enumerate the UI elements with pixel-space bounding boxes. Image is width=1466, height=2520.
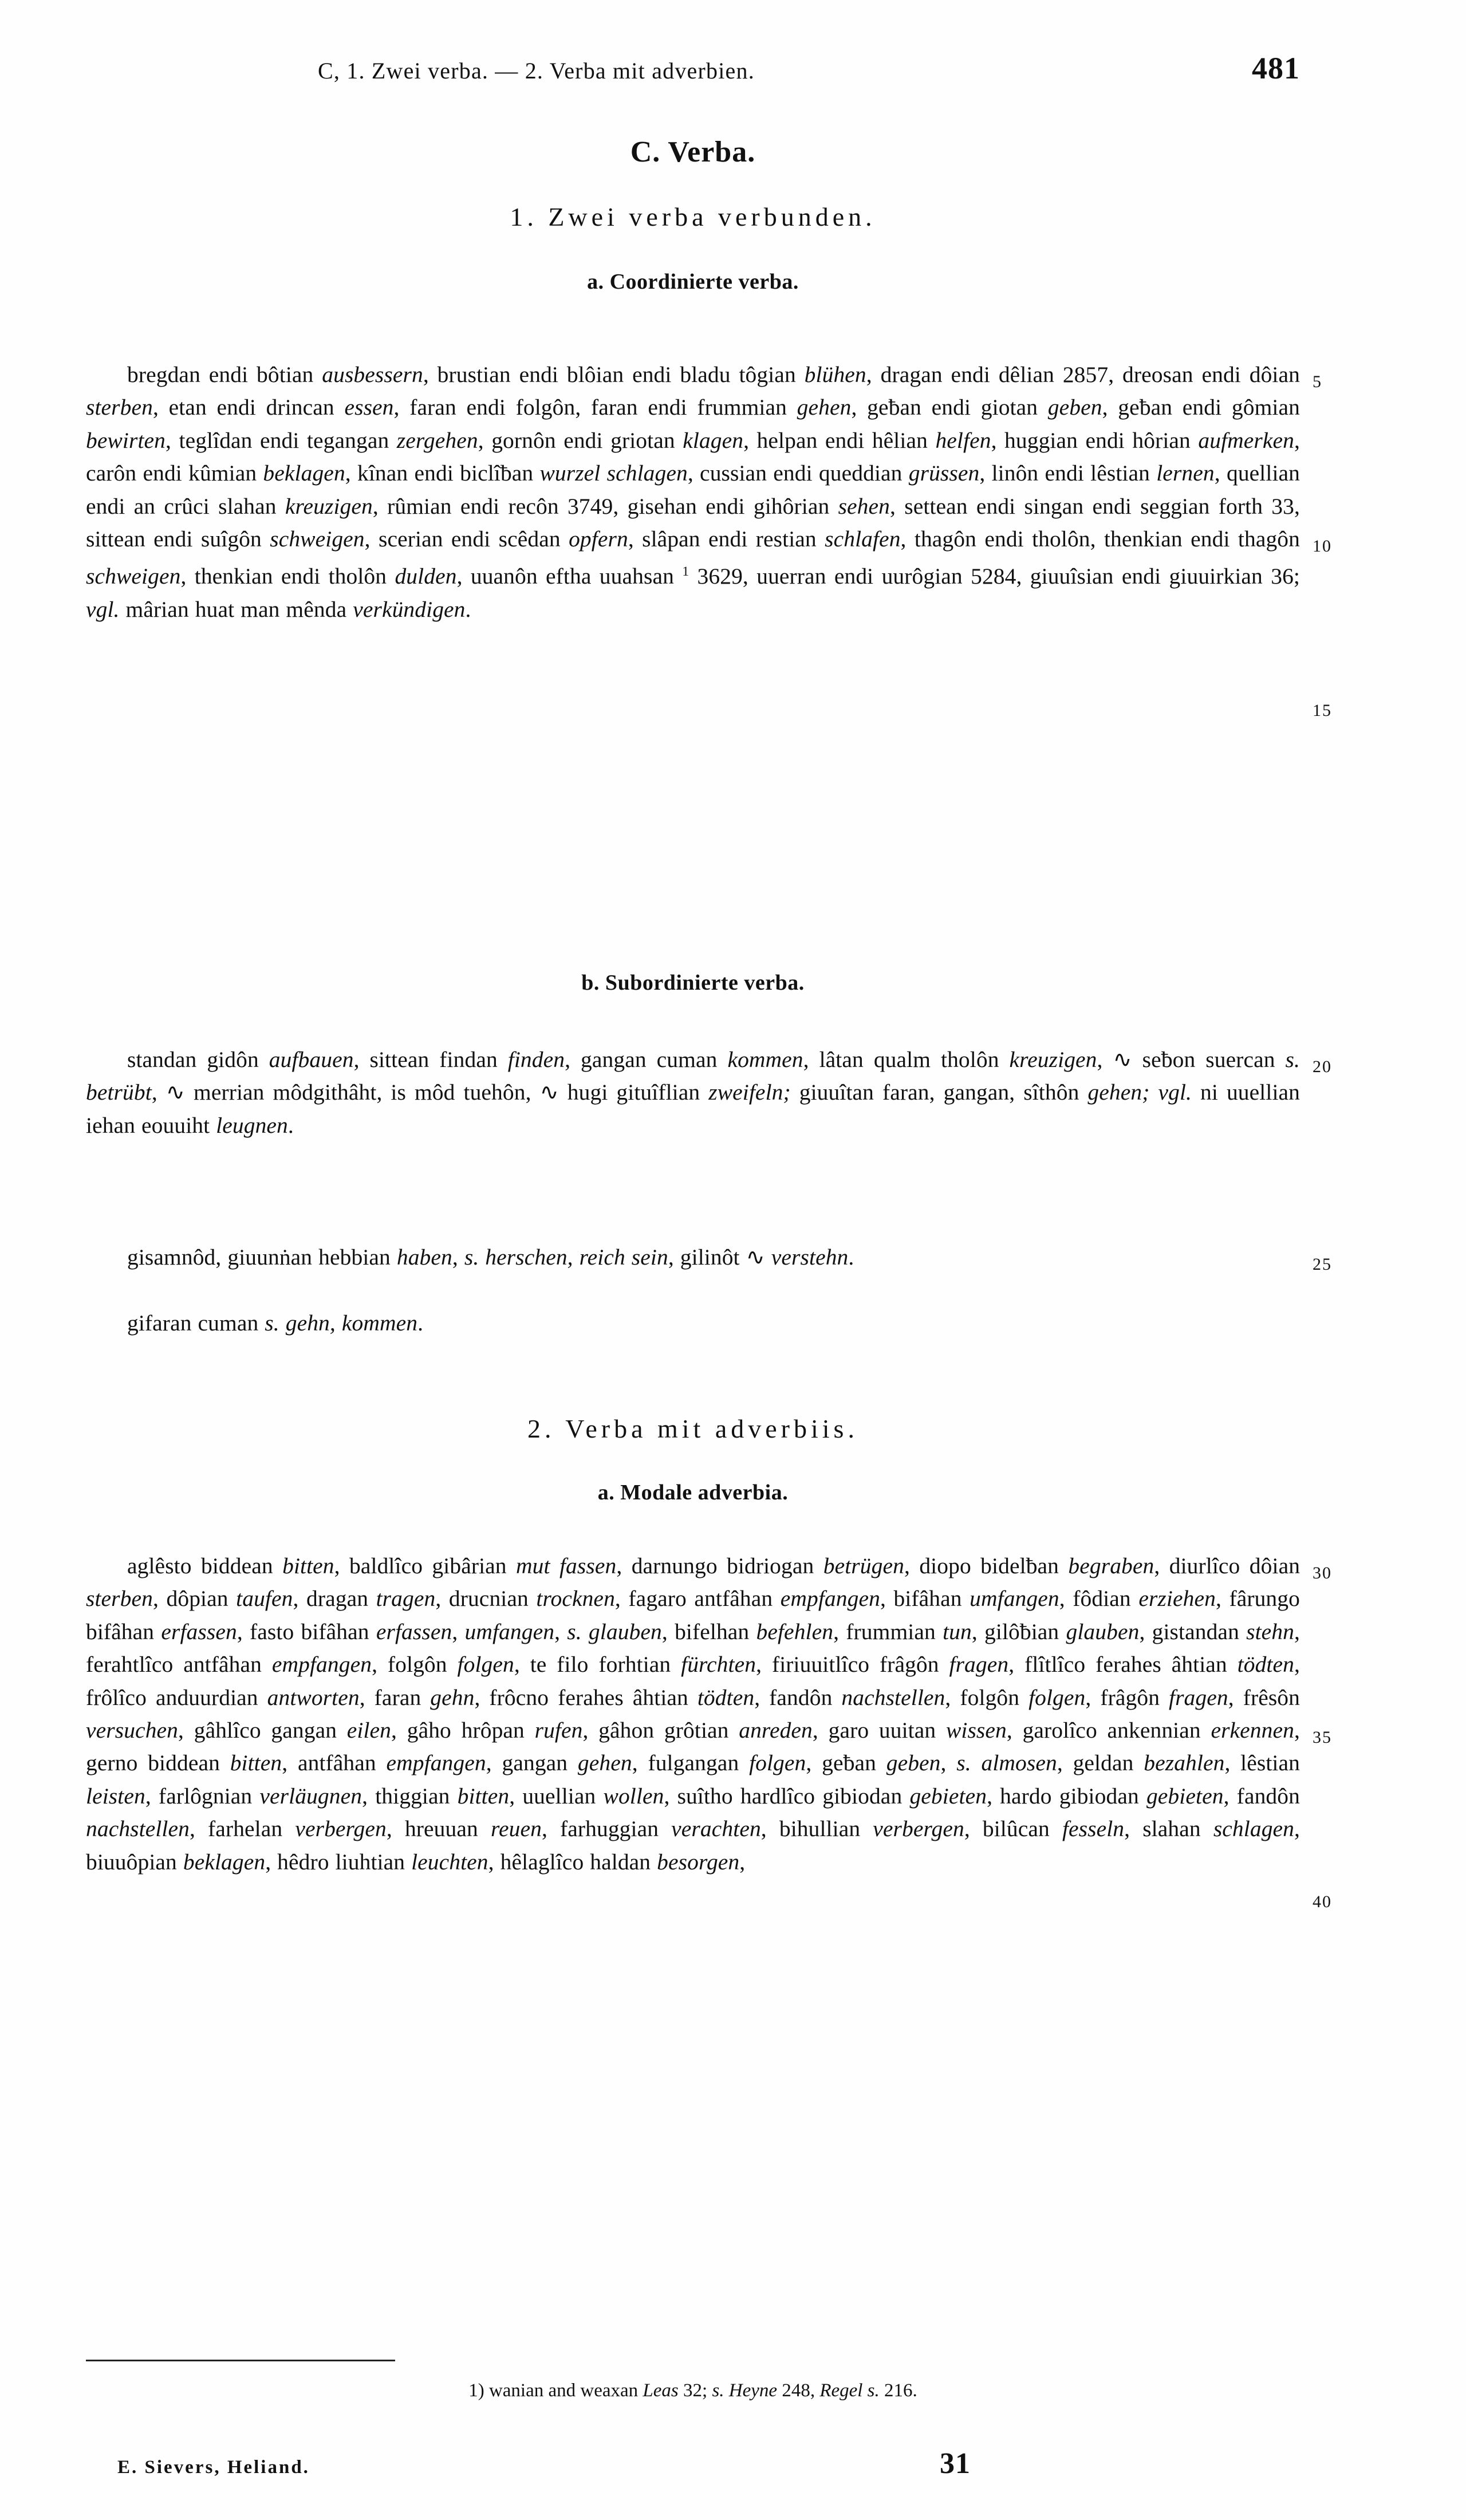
signature-number: 31 xyxy=(940,2447,971,2480)
colophon xyxy=(86,2447,1300,2480)
paragraph-subordinierte-verba-1: standan gidôn aufbauen, sittean findan finden, gangan cuman kommen, lâtan qualm tholôn kreuzigen, ∿ seƀon suercan s. betrübt, ∿ merrian môdgithâht, is môd tuehôn, ∿ hugi gituîflian zweifeln; giuuîtan faran, gangan, sîthôn gehen; vgl. ni uuellian iehan eouuiht leugnen. xyxy=(86,1047,1300,1138)
line-number: 25 xyxy=(1313,1255,1332,1274)
paragraph-subordinierte-verba-2: gisamnôd, giuunṅan hebbian haben, s. herschen, reich sein, gilinôt ∿ verstehn. xyxy=(127,1245,854,1270)
footnote-separator-rule xyxy=(86,2360,395,2361)
heading-section-1b: b. Subordinierte verba. xyxy=(581,971,805,995)
footnote-text: wanian and weaxan Leas 32; s. Heyne 248, Regel s. 216. xyxy=(488,2380,917,2401)
line-number: 20 xyxy=(1313,1057,1332,1076)
heading-section-2: 2. Verba mit adverbiis. xyxy=(527,1414,858,1443)
heading-section-1: 1. Zwei verba verbunden. xyxy=(510,202,876,231)
paragraph-subordinierte-verba-3: gifaran cuman s. gehn, kommen. xyxy=(127,1310,424,1336)
heading-section-2a: a. Modale adverbia. xyxy=(597,1480,789,1505)
paragraph-coordinierte-verba: bregdan endi bôtian ausbessern, brustian endi blôian endi bladu tôgian blühen, dragan endi dêlian 2857, dreosan endi dôian sterben, etan endi drincan essen, faran endi folgôn, faran endi frummian gehen, geƀan endi giotan geben, geƀan endi gômian bewirten, teglîdan endi tegangan zergehen, gornôn endi griotan klagen, helpan endi hêlian helfen, huggian endi hôrian aufmerken, carôn endi kûmian beklagen, kînan endi biclîƀan wurzel schlagen, cussian endi queddian grüssen, linôn endi lêstian lernen, quellian endi an crûci slahan kreuzigen, rûmian endi recôn 3749, gisehan endi gihôrian sehen, settean endi singan endi seggian forth 33, sittean endi suîgôn schweigen, scerian endi scêdan opfern, slâpan endi restian schlafen, thagôn endi tholôn, thenkian endi thagôn schweigen, thenkian endi tholôn dulden, uuanôn eftha uuahsan $^1$ 3629, uuerran endi uurôgian 5284, giuuîsian endi giuuirkian 36; vgl. mârian huat man mênda verkündigen. xyxy=(86,362,1301,622)
line-number: 30 xyxy=(1313,1564,1332,1582)
running-head xyxy=(86,50,1300,85)
page-number: 481 xyxy=(1252,51,1300,85)
signature-name: E. Sievers, Heliand. xyxy=(117,2457,310,2478)
line-number: 15 xyxy=(1313,701,1332,720)
heading-section-1a: a. Coordinierte verba. xyxy=(587,270,799,294)
footnote xyxy=(86,2378,1300,2403)
line-number: 35 xyxy=(1313,1728,1332,1747)
line-number: 10 xyxy=(1313,537,1332,556)
line-number: 5 xyxy=(1313,372,1322,391)
paragraph-modale-adverbia: aglêsto biddean bitten, baldlîco gibârian mut fassen, darnungo bidriogan betrügen, diopo bidelƀan begraben, diurlîco dôian sterben, dôpian taufen, dragan tragen, drucnian trocknen, fagaro antfâhan empfangen, bifâhan umfangen, fôdian erziehen, fârungo bifâhan erfassen, fasto bifâhan erfassen, umfangen, s. glauben, bifelhan befehlen, frummian tun, gilôƀian glauben, gistandan stehn, ferahtlîco antfâhan empfangen, folgôn folgen, te filo forhtian fürchten, firiuuitlîco frâgôn fragen, flîtlîco ferahes âhtian tödten, frôlîco anduurdian antworten, faran gehn, frôcno ferahes âhtian tödten, fandôn nachstellen, folgôn folgen, frâgôn fragen, frêsôn versuchen, gâhlîco gangan eilen, gâho hrôpan rufen, gâhon grôtian anreden, garo uuitan wissen, garolîco ankennian erkennen, gerno biddean bitten, antfâhan empfangen, gangan gehen, fulgangan folgen, geƀan geben, s. almosen, geldan bezahlen, lêstian leisten, farlôgnian verläugnen, thiggian bitten, uuellian wollen, suîtho hardlîco gibiodan gebieten, hardo gibiodan gebieten, fandôn nachstellen, farhelan verbergen, hreuuan reuen, farhuggian verachten, bihullian verbergen, bilûcan fesseln, slahan schlagen, biuuôpian beklagen, hêdro liuhtian leuchten, hêlaglîco haldan besorgen, xyxy=(86,1553,1301,1875)
running-head-title: C, 1. Zwei verba. — 2. Verba mit adverbien. xyxy=(318,58,755,84)
line-number: 40 xyxy=(1313,1892,1332,1911)
footnote-marker: 1) xyxy=(468,2380,484,2401)
heading-section-c: C. Verba. xyxy=(630,136,756,168)
